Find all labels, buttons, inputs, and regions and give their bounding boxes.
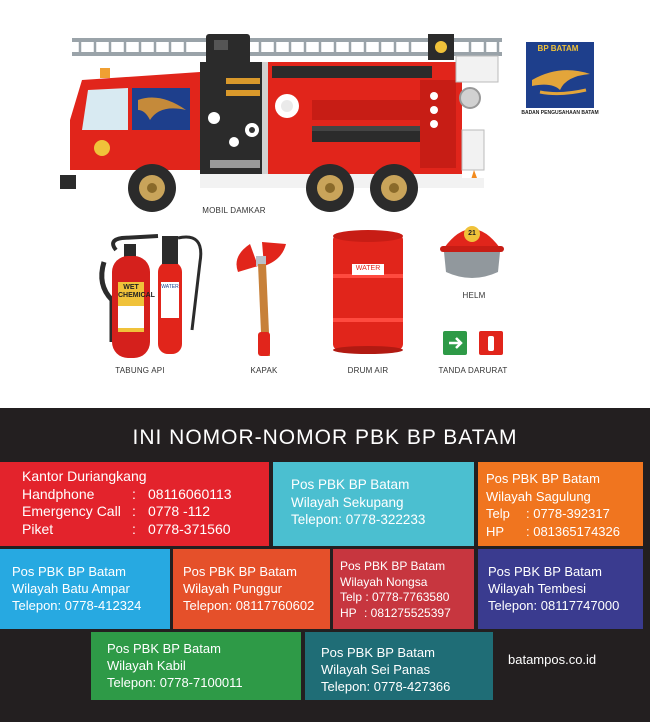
drum-label: WATER bbox=[355, 265, 381, 272]
pos-sagulung-box: Pos PBK BP Batam Wilayah Sagulung Telp : 0778-392317 HP : 081365174326 bbox=[478, 462, 643, 546]
emergency-sign-icon bbox=[443, 331, 503, 355]
kantor-row: Emergency Call : 0778 -112 bbox=[22, 503, 211, 519]
kantor-emergency: 0778 -112 bbox=[148, 503, 211, 519]
axe-icon bbox=[237, 242, 287, 356]
kantor-row: Piket : 0778-371560 bbox=[22, 520, 231, 537]
truck-caption: MOBIL DAMKAR bbox=[202, 206, 266, 215]
pos-punggur-box: Pos PBK BP Batam Wilayah Punggur Telepon: 08117760602 bbox=[173, 549, 330, 629]
pos-sekupang-box: Pos PBK BP Batam Wilayah Sekupang Telepon: 0778-322233 bbox=[273, 462, 474, 546]
logo-subtext: BADAN PENGUSAHAAN BATAM bbox=[521, 110, 599, 116]
pos-batu-ampar-box: Pos PBK BP Batam Wilayah Batu Ampar Telepon: 0778-412324 bbox=[0, 549, 170, 629]
pos-kabil-box: Pos PBK BP Batam Wilayah Kabil Telepon: 0778-7100011 bbox=[91, 632, 301, 700]
extinguisher-label: WET CHEMICAL bbox=[118, 284, 155, 299]
kantor-duriangkang-box bbox=[0, 462, 269, 546]
helmet-number: 21 bbox=[468, 230, 476, 237]
source-credit: batampos.co.id bbox=[508, 652, 597, 667]
kantor-row: Handphone : 08116060113 bbox=[22, 485, 232, 502]
pos-sei-panas-box: Pos PBK BP Batam Wilayah Sei Panas Telepon: 0778-427366 bbox=[305, 632, 493, 700]
kantor-piket: 0778-371560 bbox=[148, 520, 231, 537]
emergency-sign-caption: TANDA DARURAT bbox=[438, 366, 508, 375]
axe-caption: KAPAK bbox=[250, 366, 278, 375]
helmet-caption: HELM bbox=[462, 291, 486, 300]
kantor-name: Kantor Duriangkang bbox=[22, 468, 147, 484]
pos-nongsa-box: Pos PBK BP Batam Wilayah Nongsa Telp : 0778-7763580 HP : 081275525397 bbox=[333, 549, 474, 629]
drum-caption: DRUM AIR bbox=[347, 366, 389, 375]
banner-title: INI NOMOR-NOMOR PBK BP BATAM bbox=[132, 426, 518, 449]
logo-text: BP BATAM bbox=[537, 44, 579, 53]
water-drum-icon bbox=[333, 230, 403, 354]
fire-truck-icon bbox=[60, 34, 502, 212]
extinguisher-small-label: WATER bbox=[161, 284, 179, 290]
kantor-handphone: 08116060113 bbox=[148, 485, 232, 502]
extinguisher-caption: TABUNG API bbox=[115, 366, 165, 375]
pos-tembesi-box: Pos PBK BP Batam Wilayah Tembesi Telepon: 08117747000 bbox=[478, 549, 643, 629]
